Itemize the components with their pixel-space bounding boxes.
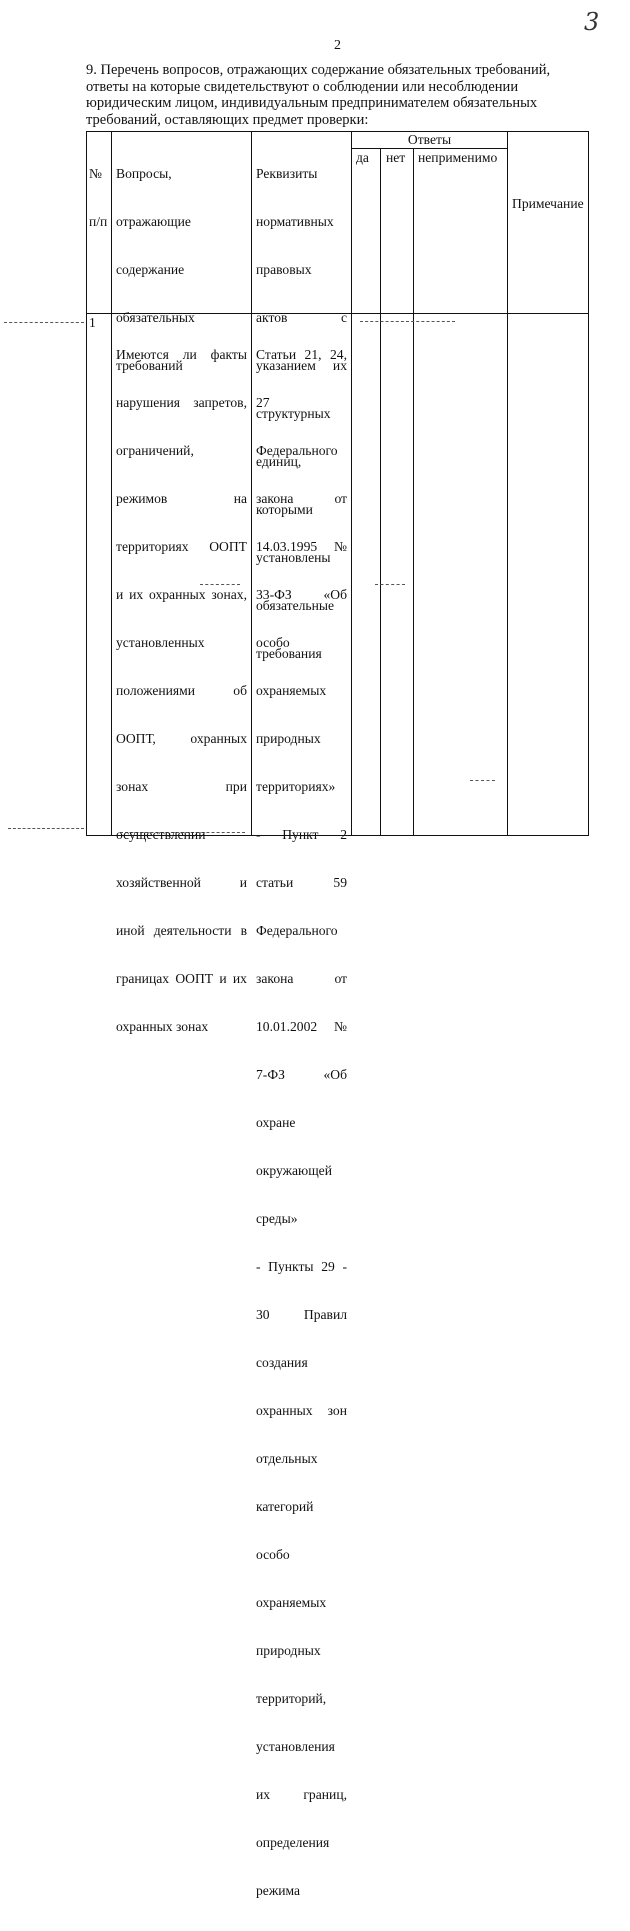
question-line: ограничений,	[116, 443, 194, 458]
answers-subheader-line	[351, 148, 508, 149]
requisites-line: закона от	[256, 491, 347, 506]
requisites-line: - Пункты 29 -	[256, 1259, 347, 1274]
requisites-line: особо	[256, 635, 290, 650]
requisites-line: 7-ФЗ «Об	[256, 1067, 347, 1082]
requisites-line: среды»	[256, 1211, 298, 1226]
question-line: границах ООПТ и их	[116, 971, 247, 986]
requisites-line: их границ,	[256, 1787, 347, 1802]
header-requisites-line: правовых	[256, 262, 312, 277]
header-question-line: обязательных	[116, 310, 195, 325]
header-requisites-line: указанием их	[256, 358, 347, 373]
requisites-line: установления	[256, 1739, 335, 1754]
requisites-line: - Пункт 2	[256, 827, 347, 842]
requisites-line: природных	[256, 1643, 321, 1658]
requisites-line: Статьи 21, 24,	[256, 347, 347, 362]
requisites-line: охраняемых	[256, 1595, 327, 1610]
question-line: охранных зонах	[116, 1019, 209, 1034]
question-line: ООПТ, охранных	[116, 731, 247, 746]
header-note: Примечание	[512, 196, 584, 211]
question-line: Имеются ли факты	[116, 347, 247, 362]
section-heading	[86, 62, 588, 128]
header-number-line: п/п	[89, 214, 108, 229]
requisites-line: отдельных	[256, 1451, 318, 1466]
header-answer-yes: да	[356, 150, 369, 165]
requisites-line: охране	[256, 1115, 296, 1130]
header-requisites-line: установлены	[256, 550, 331, 565]
header-requisites-line: структурных	[256, 406, 331, 421]
header-requisites-line: нормативных	[256, 214, 334, 229]
table-column-divider	[111, 131, 112, 836]
page-number: 2	[334, 38, 341, 53]
question-line: хозяйственной и	[116, 875, 247, 890]
header-number	[89, 134, 107, 262]
page-corner-mark: 3	[584, 8, 600, 36]
table-border-top	[86, 131, 589, 132]
header-requisites-line: требования	[256, 646, 322, 661]
table-border-right	[588, 131, 589, 836]
requisites-line: категорий	[256, 1499, 314, 1514]
header-number-line: №	[89, 166, 102, 181]
header-answer-not-applicable: неприменимо	[418, 150, 498, 165]
requisites-line: создания	[256, 1355, 308, 1370]
header-requisites-line: единиц,	[256, 454, 302, 469]
question-line: иной деятельности в	[116, 923, 247, 938]
question-line: территориях ООПТ	[116, 539, 247, 554]
question-line: зонах при	[116, 779, 247, 794]
heading-line: 9. Перечень вопросов, отражающих содержание обязательных требований,	[86, 62, 551, 78]
requisites-line: 14.03.1995 №	[256, 539, 347, 554]
requisites-line: 33-ФЗ «Об	[256, 587, 347, 602]
requisites-line: статьи 59	[256, 875, 347, 890]
requisites-line: определения	[256, 1835, 330, 1850]
header-answers: Ответы	[407, 132, 452, 147]
requisites-line: 30 Правил	[256, 1307, 347, 1322]
question-line: осуществлении	[116, 827, 206, 842]
requisites-line: Федерального	[256, 443, 338, 458]
requisites-line: территориях»	[256, 779, 336, 794]
requisites-line: закона от	[256, 971, 347, 986]
question-line: и их охранных зонах,	[116, 587, 247, 602]
requisites-line: режима	[256, 1883, 301, 1898]
requisites-line: особо	[256, 1547, 290, 1562]
requisites-line: 27	[256, 395, 270, 410]
header-question-line: содержание	[116, 262, 185, 277]
table-border-left	[86, 131, 87, 836]
row-requisites	[256, 315, 347, 1931]
requisites-line: охраняемых	[256, 683, 327, 698]
question-line: положениями об	[116, 683, 247, 698]
requisites-line: Федерального	[256, 923, 338, 938]
header-question-line: Вопросы,	[116, 166, 172, 181]
header-requisites-line: Реквизиты	[256, 166, 318, 181]
table-column-divider	[380, 148, 381, 836]
header-question-line: отражающие	[116, 214, 191, 229]
question-line: режимов на	[116, 491, 247, 506]
requisites-line: охранных зон	[256, 1403, 347, 1418]
header-requisites-line: актов с	[256, 310, 347, 325]
table-column-divider	[413, 148, 414, 836]
heading-line: требований, оставляющих предмет проверки:	[86, 111, 369, 128]
header-requisites-line: которыми	[256, 502, 313, 517]
requisites-line: окружающей	[256, 1163, 332, 1178]
table-column-divider	[507, 131, 508, 836]
heading-line: ответы на которые свидетельствуют о соблюдении или несоблюдении	[86, 78, 519, 95]
row-number: 1	[89, 315, 96, 330]
row-question	[116, 315, 247, 1067]
table-column-divider	[251, 131, 252, 836]
question-line: установленных	[116, 635, 205, 650]
requisites-line: природных	[256, 731, 321, 746]
requisites-line: 10.01.2002 №	[256, 1019, 347, 1034]
table-column-divider	[351, 131, 352, 836]
requisites-line: территорий,	[256, 1691, 327, 1706]
heading-line: юридическим лицом, индивидуальным предпринимателем обязательных	[86, 95, 538, 111]
question-line: нарушения запретов,	[116, 395, 247, 410]
header-requisites-line: обязательные	[256, 598, 335, 613]
header-question-line: требований	[116, 358, 183, 373]
header-answer-no: нет	[386, 150, 406, 165]
